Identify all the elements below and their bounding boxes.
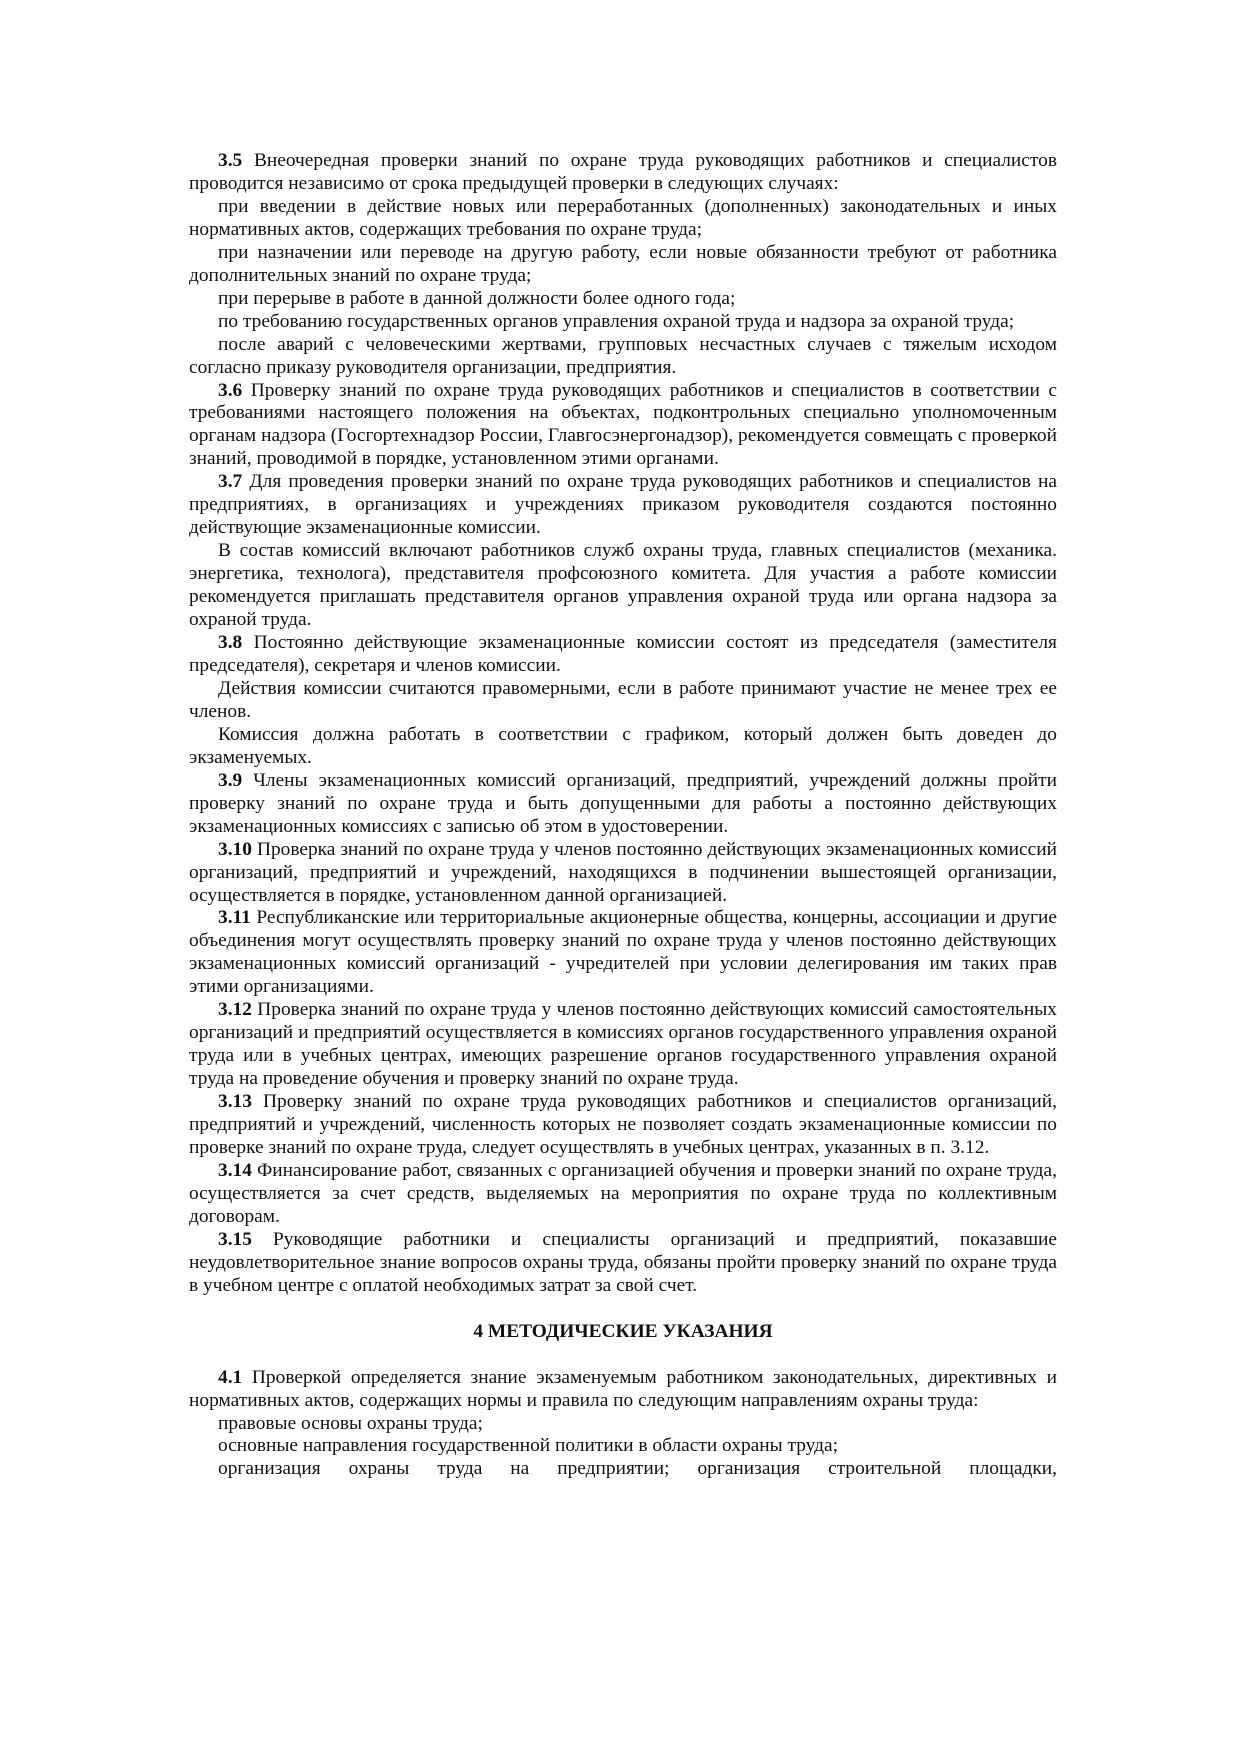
- clause-number: 3.10: [218, 838, 252, 860]
- paragraph-text: основные направления государственной политики в области охраны труда;: [218, 1435, 839, 1457]
- paragraph-3-8: [189, 632, 1057, 678]
- paragraph-3-13: [189, 1091, 1057, 1160]
- paragraph-3-12: [189, 999, 1057, 1091]
- paragraph-3-7: [189, 471, 1057, 540]
- list-item: [189, 1435, 1057, 1458]
- paragraph-3-9: [189, 770, 1057, 839]
- paragraph-text: по требованию государственных органов управления охраной труда и надзора за охраной труда;: [218, 310, 1015, 332]
- list-item: [189, 311, 1057, 334]
- clause-number: 3.13: [218, 1091, 252, 1113]
- paragraph-text: Комиссия должна работать в соответствии с графиком, который должен быть доведен до экзаменуемых.: [189, 723, 1057, 768]
- paragraph-text: организация охраны труда на предприятии; организация строительной площадки,: [218, 1458, 1057, 1480]
- paragraph-text: Руководящие работники и специалисты организаций и предприятий, показавшие неудовлетворительное знание вопросов охраны труда, обязаны пройти проверку знаний по охране труда в учебном центре с оплатой необходимых затрат за свой счет.: [189, 1228, 1057, 1296]
- list-item: [189, 1458, 1057, 1481]
- clause-number: 3.9: [218, 769, 243, 791]
- paragraph-3-10: [189, 839, 1057, 908]
- clause-number: 4.1: [218, 1366, 243, 1388]
- paragraph-text: после аварий с человеческими жертвами, групповых несчастных случаев с тяжелым исходом согласно приказу руководителя организации, предприятия.: [189, 333, 1057, 378]
- paragraph-text: Внеочередная проверки знаний по охране труда руководящих работников и специалистов проводится независимо от срока предыдущей проверки в следующих случаях:: [189, 150, 1057, 194]
- list-item: [189, 724, 1057, 770]
- paragraph-text: при перерыве в работе в данной должности более одного года;: [218, 287, 736, 309]
- paragraph-text: Финансирование работ, связанных с организацией обучения и проверки знаний по охране труда, осуществляется за счет средств, выделяемых на мероприятия по охране труда по коллективным договорам.: [189, 1159, 1057, 1227]
- list-item: [189, 334, 1057, 380]
- list-item: [189, 540, 1057, 632]
- paragraph-text: Для проведения проверки знаний по охране труда руководящих работников и специалистов на предприятиях, в организациях и учреждениях приказом руководителя создаются постоянно действующие экзаменационные комиссии.: [189, 471, 1057, 539]
- paragraph-text: Действия комиссии считаются правомерными, если в работе принимают участие не менее трех ее членов.: [189, 677, 1057, 722]
- paragraph-text: при назначении или переводе на другую работу, если новые обязанности требуют от работника дополнительных знаний по охране труда;: [189, 241, 1057, 286]
- clause-number: 3.7: [218, 471, 243, 493]
- paragraph-text: В состав комиссий включают работников служб охраны труда, главных специалистов (механика. энергетика, технолога), представителя профсоюзного комитета. Для участия а работе комиссии рекомендуется приглашать представителя органов управления охраной труда или органа надзора за охраной труда.: [189, 540, 1057, 631]
- clause-number: 3.11: [218, 907, 251, 929]
- paragraph-text: Проверкой определяется знание экзаменуемым работником законодательных, директивных и нормативных актов, содержащих нормы и правила по следующим направлениям охраны труда:: [189, 1366, 1057, 1411]
- paragraph-text: правовые основы охраны труда;: [218, 1412, 483, 1434]
- paragraph-text: Проверка знаний по охране труда у членов постоянно действующих экзаменационных комиссий организаций, предприятий и учреждений, находящихся в подчинении вышестоящей организации, осуществляется в порядке, установленном данной организацией.: [189, 838, 1057, 906]
- paragraph-3-15: [189, 1229, 1057, 1298]
- clause-number: 3.15: [218, 1228, 252, 1250]
- paragraph-text: Проверку знаний по охране труда руководящих работников и специалистов в соответствии с требованиями настоящего положения на объектах, подконтрольных специально уполномоченным органам надзора (Госгортехнадзор России, Главгосэнергонадзор), рекомендуется совмещать с проверкой знаний, проводимой в порядке, установленном этими органами.: [189, 379, 1057, 470]
- clause-number: 3.6: [218, 379, 243, 401]
- list-item: [189, 288, 1057, 311]
- paragraph-3-5: [189, 150, 1057, 196]
- paragraph-text: Проверку знаний по охране труда руководящих работников и специалистов организаций, предприятий и учреждений, численность которых не позволяет создать экзаменационные комиссии по проверке знаний по охране труда, следует осуществлять в учебных центрах, указанных в п. 3.12.: [189, 1091, 1057, 1158]
- list-item: [189, 678, 1057, 724]
- clause-number: 3.14: [218, 1159, 252, 1181]
- paragraph-text: Постоянно действующие экзаменационные комиссии состоят из председателя (заместителя председателя), секретаря и членов комиссии.: [189, 632, 1057, 676]
- list-item: [189, 242, 1057, 288]
- paragraph-3-11: [189, 907, 1057, 999]
- paragraph-text: Проверка знаний по охране труда у членов постоянно действующих комиссий самостоятельных организаций и предприятий осуществляется в комиссиях органов государственного управления охраной труда или в учебных центрах, имеющих разрешение органов государственного управления охраной труда на проведение обучения и проверку знаний по охране труда.: [189, 999, 1057, 1090]
- clause-number: 3.12: [218, 999, 252, 1021]
- paragraph-text: Республиканские или территориальные акционерные общества, концерны, ассоциации и другие объединения могут осуществлять проверку знаний по охране труда у членов постоянно действующих экзаменационных комиссий организаций - учредителей при условии делегирования им таких прав этими организациями.: [189, 907, 1057, 998]
- paragraph-text: при введении в действие новых или переработанных (дополненных) законодательных и иных нормативных актов, содержащих требования по охране труда;: [189, 195, 1057, 240]
- section-heading: 4 МЕТОДИЧЕСКИЕ УКАЗАНИЯ: [473, 1320, 773, 1342]
- clause-number: 3.5: [218, 150, 243, 171]
- clause-number: 3.8: [218, 632, 243, 654]
- document-page: [189, 150, 1057, 1481]
- paragraph-text: Члены экзаменационных комиссий организаций, предприятий, учреждений должны пройти проверку знаний по охране труда и быть допущенными для работы а постоянно действующих экзаменационных комиссиях с записью об этом в удостоверении.: [189, 769, 1057, 837]
- list-item: [189, 196, 1057, 242]
- list-item: [189, 1413, 1057, 1436]
- paragraph-3-6: [189, 380, 1057, 472]
- paragraph-3-14: [189, 1160, 1057, 1229]
- paragraph-4-1: [189, 1367, 1057, 1413]
